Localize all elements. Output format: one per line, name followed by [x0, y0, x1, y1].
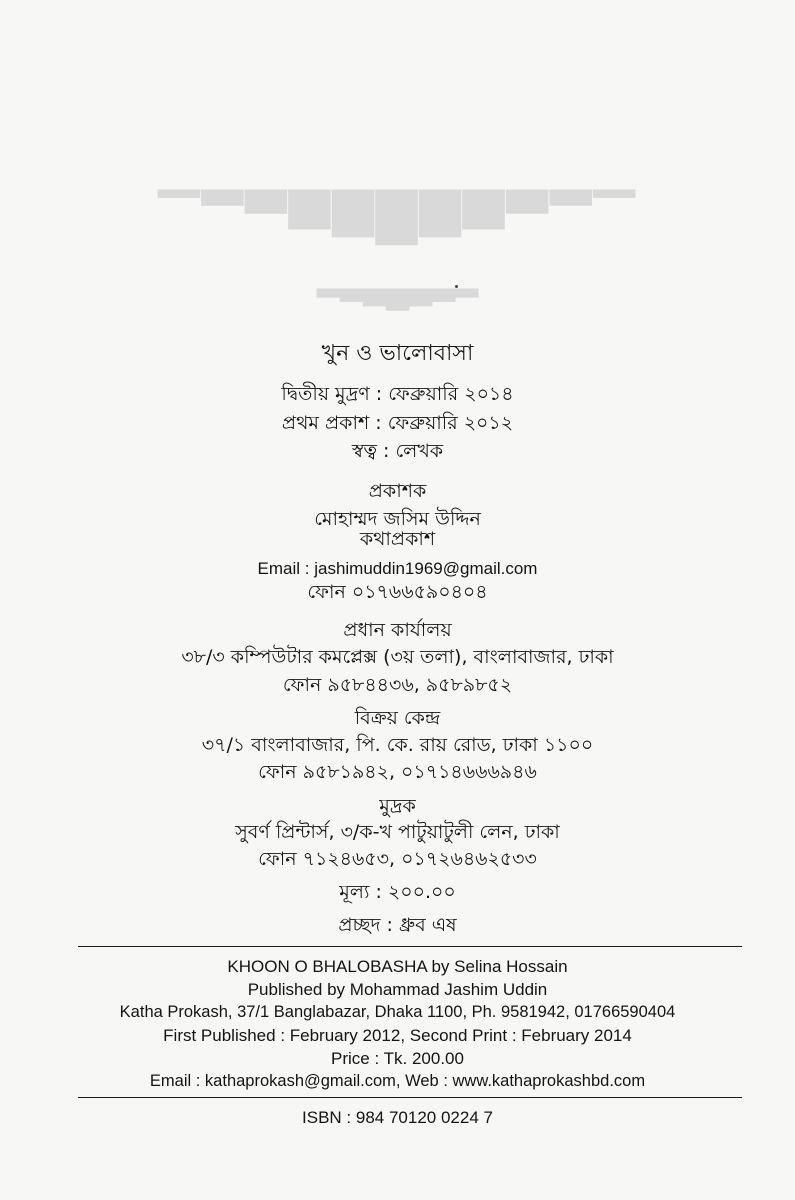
bleed-through-subtitle: ▂▃▄▅▄▃▂	[316, 288, 479, 323]
head-office-heading: প্রধান কার্যালয়	[343, 619, 452, 641]
sales-centre-heading: বিক্রয় কেন্দ্র	[354, 707, 441, 729]
speck	[455, 285, 458, 288]
english-published-by: Published by Mohammad Jashim Uddin	[247, 980, 548, 999]
head-office-phone: ফোন ৯৫৮৪৪৩৬, ৯৫৮৯৮৫২	[282, 674, 513, 696]
english-contact-line: Email : kathaprokash@gmail.com, Web : www.kathaprokashbd.com	[149, 1072, 646, 1090]
english-title-line: KHOON O BHALOBASHA by Selina Hossain	[227, 957, 568, 976]
publisher-name: মোহাম্মদ জসিম উদ্দিন	[314, 508, 481, 530]
first-publish-line: প্রথম প্রকাশ : ফেব্রুয়ারি ২০১২	[281, 412, 514, 434]
sales-centre-address: ৩৭/১ বাংলাবাজার, পি. কে. রায় রোড, ঢাকা ১১০০	[201, 734, 594, 756]
publisher-house: কথাপ্রকাশ	[359, 528, 436, 550]
book-title-bengali: খুন ও ভালোবাসা	[321, 341, 474, 366]
publisher-email: Email : jashimuddin1969@gmail.com	[257, 559, 538, 578]
printer-heading: মুদ্রক	[379, 795, 416, 817]
printer-phone: ফোন ৭১২৪৬৫৩, ০১৭২৬৪৬২৫৩৩	[258, 848, 537, 870]
sales-centre-phone: ফোন ৯৫৮১৯৪২, ০১৭১৪৬৬৬৯৪৬	[258, 761, 537, 783]
english-dates-line: First Published : February 2012, Second Print : February 2014	[163, 1026, 632, 1045]
divider-bottom	[78, 1097, 742, 1098]
bleed-through-title: ▁▂▃▅▆▇▆▅▃▂▁	[158, 190, 637, 253]
publisher-heading: প্রকাশক	[368, 480, 427, 502]
head-office-address: ৩৮/৩ কম্পিউটার কমপ্লেক্স (৩য় তলা), বাংলাবাজার, ঢাকা	[181, 646, 614, 668]
english-price-line: Price : Tk. 200.00	[331, 1049, 464, 1068]
printer-address: সুবর্ণ প্রিন্টার্স, ৩/ক-খ পাটুয়াটুলী লেন, ঢাকা	[235, 821, 560, 843]
copyright-line: স্বত্ব : লেখক	[351, 440, 444, 462]
price-bengali: মূল্য : ২০০.০০	[339, 881, 456, 903]
english-address-line: Katha Prokash, 37/1 Banglabazar, Dhaka 1100, Ph. 9581942, 01766590404	[119, 1003, 676, 1021]
cover-artist: প্রচ্ছদ : ধ্রুব এষ	[338, 914, 457, 936]
divider-top	[78, 946, 742, 947]
publisher-phone: ফোন ০১৭৬৬৫৯০৪০৪	[307, 581, 488, 603]
isbn-line: ISBN : 984 70120 0224 7	[302, 1108, 493, 1127]
second-print-line: দ্বিতীয় মুদ্রণ : ফেব্রুয়ারি ২০১৪	[281, 383, 514, 405]
